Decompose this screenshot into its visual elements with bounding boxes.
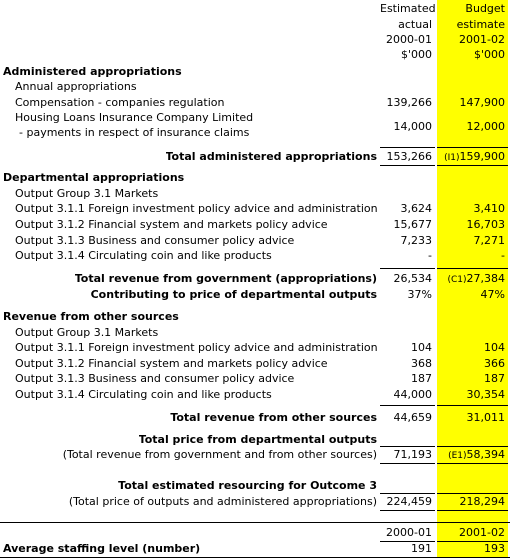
divider <box>437 147 508 148</box>
summary-row <box>0 494 510 510</box>
table-row <box>0 356 510 372</box>
value-estimated: - <box>428 249 432 262</box>
other-heading: Revenue from other sources <box>3 310 179 323</box>
table-row <box>0 95 510 111</box>
value-estimated: 187 <box>411 372 432 385</box>
row-label: Output 3.1.1 Foreign investment policy advice and administration <box>15 341 378 354</box>
total-row <box>0 149 510 165</box>
resourcing-subtitle: (Total price of outputs and administered appropriations) <box>68 495 377 508</box>
footnote-tag: (C1) <box>447 275 467 285</box>
divider <box>437 165 508 166</box>
value-budget: 12,000 <box>466 120 505 133</box>
subheading-row <box>0 186 510 202</box>
value-estimated: 104 <box>411 341 432 354</box>
group-label: Output Group 3.1 Markets <box>15 326 159 339</box>
header-col1: actual <box>398 18 432 31</box>
total-row <box>0 271 510 287</box>
summary-row <box>0 447 510 463</box>
header-col2: 2001-02 <box>459 33 505 46</box>
value-estimated: 139,266 <box>386 96 432 109</box>
divider <box>437 510 508 511</box>
group-label: Output Group 3.1 Markets <box>15 187 159 200</box>
value-budget: 366 <box>484 357 505 370</box>
row-label: Output 3.1.2 Financial system and markets policy advice <box>15 357 328 370</box>
section-heading <box>0 170 510 186</box>
header-row-3 <box>0 32 510 48</box>
table-row <box>0 120 510 141</box>
staffing-header-row <box>0 525 510 541</box>
table-row <box>0 217 510 233</box>
row-label: Output 3.1.2 Financial system and markets policy advice <box>15 218 328 231</box>
divider <box>380 405 435 406</box>
value-budget: 3,410 <box>473 202 505 215</box>
value-budget: 30,354 <box>466 388 505 401</box>
value-budget: 47% <box>480 288 505 301</box>
value-budget: 193 <box>484 542 505 555</box>
subheading-row <box>0 325 510 341</box>
divider <box>0 522 510 523</box>
value-estimated: 191 <box>411 542 432 555</box>
table-row <box>0 387 510 403</box>
header-col1: Estimated <box>380 2 436 15</box>
value-budget: 187 <box>484 372 505 385</box>
total-row <box>0 287 510 303</box>
row-label: Compensation - companies regulation <box>15 96 225 109</box>
price-subtitle: (Total revenue from government and from other sources) <box>62 448 377 461</box>
value-estimated: 71,193 <box>393 448 432 461</box>
staffing-row <box>0 541 510 557</box>
staffing-label: Average staffing level (number) <box>3 542 201 555</box>
row-label: Output 3.1.1 Foreign investment policy advice and administration <box>15 202 378 215</box>
total-row <box>0 410 510 426</box>
divider <box>437 268 508 269</box>
value-budget: - <box>501 249 505 262</box>
table-row <box>0 340 510 356</box>
header-row-4 <box>0 47 510 63</box>
row-label: Output 3.1.3 Business and consumer policy advice <box>15 234 295 247</box>
value-budget: 16,703 <box>466 218 505 231</box>
footnote-tag: (I1) <box>444 153 460 163</box>
value-estimated: 26,534 <box>393 272 432 285</box>
total-label: Total administered appropriations <box>165 150 377 163</box>
row-label: Output 3.1.4 Circulating coin and like products <box>15 388 272 401</box>
header-col1: $'000 <box>400 48 432 61</box>
summary-title-row <box>0 478 510 494</box>
header-col2: estimate <box>456 18 505 31</box>
total-label: Total revenue from government (appropriations) <box>74 272 377 285</box>
header-row-2 <box>0 17 510 33</box>
value-estimated: 224,459 <box>386 495 432 508</box>
table-row <box>0 233 510 249</box>
header-col2: $'000 <box>473 48 505 61</box>
value-budget: 27,384 <box>466 272 505 285</box>
value-budget: 104 <box>484 341 505 354</box>
value-budget: 31,011 <box>466 411 505 424</box>
row-label: Output 3.1.4 Circulating coin and like products <box>15 249 272 262</box>
section-heading <box>0 309 510 325</box>
row-label: Housing Loans Insurance Company Limited <box>15 111 254 124</box>
total-label: Total revenue from other sources <box>170 411 377 424</box>
value-estimated: 44,000 <box>393 388 432 401</box>
footnote-tag: (E1) <box>448 451 467 461</box>
value-estimated: 3,624 <box>400 202 432 215</box>
value-budget: 147,900 <box>459 96 505 109</box>
header-col2: Budget <box>465 2 505 15</box>
value-estimated: 153,266 <box>386 150 432 163</box>
table-row <box>0 371 510 387</box>
staffing-year1: 2000-01 <box>386 526 432 539</box>
dept-heading: Departmental appropriations <box>3 171 185 184</box>
divider <box>380 463 435 464</box>
value-estimated: 37% <box>407 288 432 301</box>
value-budget: 159,900 <box>459 150 505 163</box>
value-budget: 7,271 <box>473 234 505 247</box>
contrib-label: Contributing to price of departmental outputs <box>90 288 377 301</box>
subheading-row <box>0 79 510 95</box>
value-estimated: 15,677 <box>393 218 432 231</box>
divider <box>380 268 435 269</box>
divider <box>380 165 435 166</box>
divider <box>437 405 508 406</box>
price-title: Total price from departmental outputs <box>138 433 377 446</box>
row-label: - payments in respect of insurance claims <box>19 126 250 139</box>
annual-label: Annual appropriations <box>15 80 137 93</box>
header-row-1 <box>0 1 510 17</box>
value-budget: 218,294 <box>459 495 505 508</box>
row-label: Output 3.1.3 Business and consumer policy advice <box>15 372 295 385</box>
divider <box>380 147 435 148</box>
section-heading <box>0 64 510 80</box>
resourcing-title: Total estimated resourcing for Outcome 3 <box>118 479 377 492</box>
value-estimated: 14,000 <box>393 120 432 133</box>
value-estimated: 44,659 <box>393 411 432 424</box>
divider <box>437 463 508 464</box>
value-estimated: 7,233 <box>400 234 432 247</box>
table-row <box>0 248 510 264</box>
divider <box>380 510 435 511</box>
admin-heading: Administered appropriations <box>3 65 182 78</box>
value-budget: 58,394 <box>466 448 505 461</box>
staffing-year2: 2001-02 <box>459 526 505 539</box>
header-col1: 2000-01 <box>386 33 432 46</box>
table-row <box>0 110 510 126</box>
value-estimated: 368 <box>411 357 432 370</box>
table-row <box>0 201 510 217</box>
